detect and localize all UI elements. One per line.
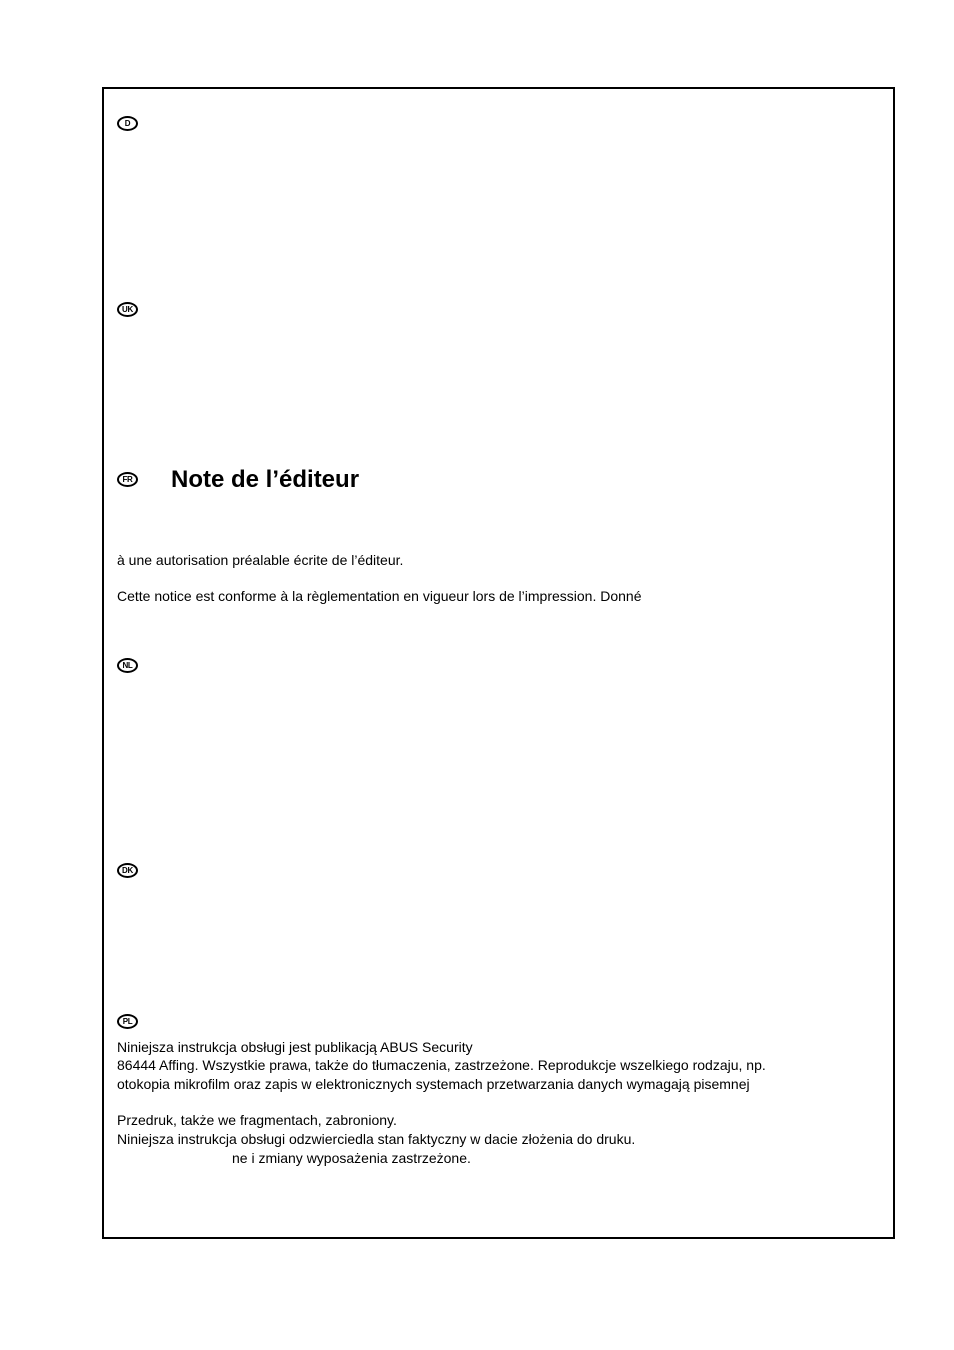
- language-badge-nl: NL: [117, 658, 138, 673]
- pl-text-line: Niniejsza instrukcja obsługi odzwierciedla stan faktyczny w dacie złożenia do druku.: [117, 1131, 636, 1147]
- fr-publisher-note-heading: Note de l’éditeur: [171, 466, 360, 493]
- language-badge-dk: DK: [117, 863, 138, 878]
- language-badge-fr: FR: [117, 472, 138, 487]
- fr-text-line: Cette notice est conforme à la règlementation en vigueur lors de l’impression. Donné: [117, 588, 642, 604]
- pl-text-line: otokopia mikrofilm oraz zapis w elektronicznych systemach przetwarzania danych wymagają pisemnej: [117, 1076, 750, 1092]
- fr-text-line: à une autorisation préalable écrite de l’éditeur.: [117, 552, 404, 568]
- pl-text-line: Przedruk, także we fragmentach, zabroniony.: [117, 1112, 397, 1128]
- language-badge-pl: PL: [117, 1014, 138, 1029]
- language-badge-de: D: [117, 116, 138, 131]
- pl-text-line: Niniejsza instrukcja obsługi jest publikacją ABUS Security: [117, 1039, 473, 1055]
- pl-text-line: ne i zmiany wyposażenia zastrzeżone.: [232, 1150, 471, 1166]
- pl-text-line: 86444 Affing. Wszystkie prawa, także do tłumaczenia, zastrzeżone. Reprodukcje wszelkiego rodzaju, np.: [117, 1057, 766, 1073]
- language-badge-uk: UK: [117, 302, 138, 317]
